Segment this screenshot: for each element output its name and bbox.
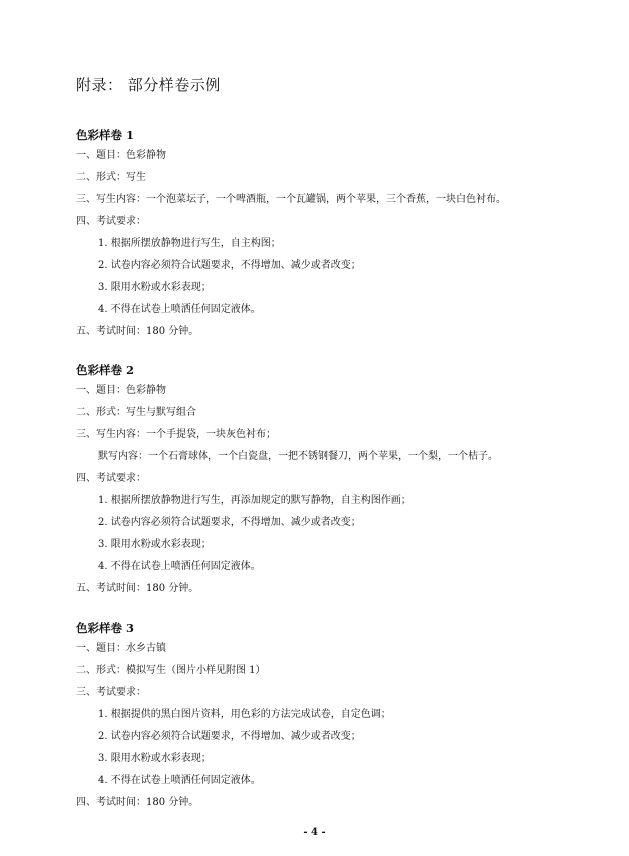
- sample2-content: 三、写生内容：一个手提袋，一块灰色衬布；: [76, 429, 276, 440]
- sample3-title: 色彩样卷 3: [76, 621, 135, 635]
- sample2-time: 五、考试时间：180 分钟。: [76, 583, 199, 594]
- sample2-requirements-heading: 四、考试要求：: [76, 473, 146, 484]
- sample1-time: 五、考试时间：180 分钟。: [76, 326, 199, 337]
- sample1-requirement: 4. 不得在试卷上喷洒任何固定液体。: [98, 304, 261, 315]
- sample1-requirement: 3. 限用水粉或水彩表现；: [98, 282, 211, 293]
- sample1-title: 色彩样卷 1: [76, 128, 135, 142]
- sample2-form: 二、形式：写生与默写组合: [76, 407, 196, 418]
- sample1-form: 二、形式：写生: [76, 172, 146, 183]
- sample2-title: 色彩样卷 2: [76, 363, 135, 377]
- sample1-requirement: 2. 试卷内容必须符合试题要求，不得增加、减少或者改变；: [98, 260, 361, 271]
- sample3-requirement: 3. 限用水粉或水彩表现；: [98, 753, 211, 764]
- sample2-requirement: 1. 根据所摆放静物进行写生，再添加规定的默写静物，自主构图作画；: [98, 495, 411, 506]
- sample1-topic: 一、题目：色彩静物: [76, 150, 166, 161]
- sample2-requirement: 4. 不得在试卷上喷洒任何固定液体。: [98, 561, 261, 572]
- sample3-requirements-heading: 三、考试要求：: [76, 687, 146, 698]
- sample2-requirement: 3. 限用水粉或水彩表现；: [98, 539, 211, 550]
- sample2-memory-content: 默写内容：一个石膏球体，一个白瓷盘，一把不锈钢餐刀，两个苹果，一个梨，一个桔子。: [98, 451, 498, 462]
- sample3-requirement: 1. 根据提供的黑白图片资料，用色彩的方法完成试卷，自定色调；: [98, 709, 391, 720]
- sample1-requirements-heading: 四、考试要求：: [76, 216, 146, 227]
- sample2-requirement: 2. 试卷内容必须符合试题要求，不得增加、减少或者改变；: [98, 517, 361, 528]
- sample1-content: 三、写生内容：一个泡菜坛子，一个啤酒瓶，一个瓦罐锅，两个苹果，三个香蕉，一块白色衬布。: [76, 194, 506, 205]
- sample2-topic: 一、题目：色彩静物: [76, 385, 166, 396]
- sample3-form: 二、形式：模拟写生（图片小样见附图 1）: [76, 665, 266, 676]
- sample3-requirement: 4. 不得在试卷上喷洒任何固定液体。: [98, 775, 261, 786]
- appendix-title: 附录： 部分样卷示例: [76, 76, 221, 94]
- sample3-topic: 一、题目：水乡古镇: [76, 643, 166, 654]
- sample3-requirement: 2. 试卷内容必须符合试题要求，不得增加、减少或者改变；: [98, 731, 361, 742]
- page-number: - 4 -: [303, 827, 326, 838]
- sample3-time: 四、考试时间：180 分钟。: [76, 797, 199, 808]
- sample1-requirement: 1. 根据所摆放静物进行写生，自主构图；: [98, 238, 281, 249]
